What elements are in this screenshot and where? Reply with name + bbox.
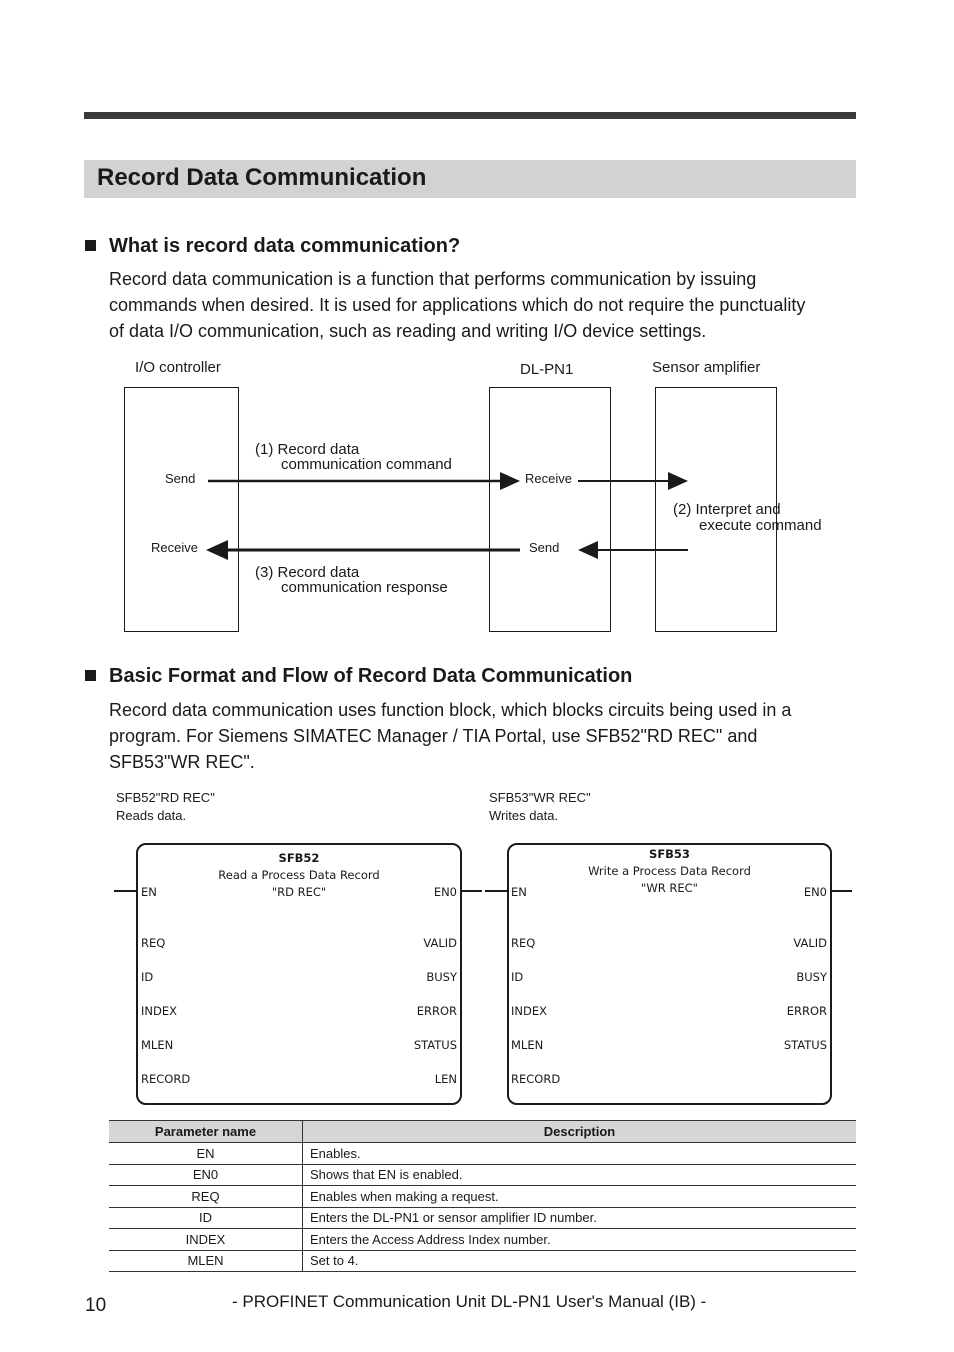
controller-receive-label: Receive: [151, 540, 198, 555]
table-row: [109, 1186, 856, 1208]
pin-en: EN: [141, 885, 157, 899]
dlpn1-label: DL-PN1: [520, 361, 574, 378]
step2-label-line1: (2) Interpret and: [673, 501, 781, 518]
table-header-row: [109, 1121, 856, 1143]
pin-error: ERROR: [416, 1004, 457, 1018]
step1-label-line1: (1) Record data: [255, 441, 360, 458]
dlpn1-box: [490, 388, 611, 632]
sensor-amplifier-label: Sensor amplifier: [652, 359, 761, 376]
pin-status: STATUS: [413, 1038, 457, 1052]
step1-label-line2: communication command: [281, 456, 452, 473]
parameter-cell: REQ: [109, 1186, 303, 1208]
io-controller-box: [125, 388, 239, 632]
parameter-cell: ID: [109, 1207, 303, 1229]
dlpn1-send-label: Send: [529, 540, 560, 555]
sfb52-caption-desc: Reads data.: [116, 808, 187, 823]
section-heading-basic-format: Basic Format and Flow of Record Data Communication: [109, 665, 633, 687]
pin-busy: BUSY: [796, 970, 827, 984]
pin-en: EN: [511, 885, 527, 899]
pin-en0: EN0: [803, 885, 827, 899]
table-row: [109, 1207, 856, 1229]
pin-mlen: MLEN: [511, 1038, 544, 1052]
pin-len: LEN: [434, 1072, 457, 1086]
step3-label-line1: (3) Record data: [255, 564, 360, 581]
pin-id: ID: [141, 970, 154, 984]
pin-req: REQ: [141, 936, 166, 950]
description-cell: Enters the DL-PN1 or sensor amplifier ID number.: [303, 1207, 857, 1229]
en0-output-stub: [460, 890, 482, 892]
section-heading-what-is: What is record data communication?: [109, 235, 461, 257]
forward-arrow-head: [668, 472, 688, 490]
parameter-table: [109, 1120, 856, 1272]
en0-output-stub: [830, 890, 852, 892]
table-row: [109, 1143, 856, 1165]
sfb52-caption: SFB52"RD REC": [116, 790, 215, 805]
description-cell: Enables when making a request.: [303, 1186, 857, 1208]
paragraph-line: Record data communication uses function block, which blocks circuits being used in a: [109, 700, 792, 720]
pin-record: RECORD: [511, 1072, 561, 1086]
response-arrow-head: [206, 540, 228, 560]
step3-label-line2: communication response: [281, 579, 448, 596]
description-cell: Enters the Access Address Index number.: [303, 1229, 857, 1251]
description-cell: Enables.: [303, 1143, 857, 1165]
pin-valid: VALID: [793, 936, 827, 950]
parameter-cell: EN0: [109, 1164, 303, 1186]
pin-busy: BUSY: [426, 970, 457, 984]
sfb53-caption: SFB53"WR REC": [489, 790, 591, 805]
controller-send-label: Send: [165, 471, 196, 486]
bullet-square-icon: [85, 670, 96, 681]
return-arrow-head: [578, 541, 598, 559]
sfb53-desc: Write a Process Data Record: [588, 864, 751, 878]
pin-req: REQ: [511, 936, 536, 950]
table-row: [109, 1164, 856, 1186]
parameter-cell: INDEX: [109, 1229, 303, 1251]
pin-error: ERROR: [786, 1004, 827, 1018]
sfb52-function-block: [136, 843, 462, 1105]
pin-index: INDEX: [141, 1004, 177, 1018]
page-title: Record Data Communication: [97, 164, 427, 191]
description-cell: Shows that EN is enabled.: [303, 1164, 857, 1186]
communication-diagram: [0, 0, 954, 660]
table-row: [109, 1229, 856, 1251]
footer-title: - PROFINET Communication Unit DL-PN1 User's Manual (IB) -: [232, 1292, 707, 1311]
paragraph-line: SFB53"WR REC".: [109, 752, 255, 772]
pin-record: RECORD: [141, 1072, 191, 1086]
sfb53-alias: "WR REC": [641, 881, 698, 895]
dlpn1-receive-label: Receive: [525, 471, 572, 486]
en-input-stub: [114, 890, 136, 892]
paragraph-line: Record data communication is a function that performs communication by issuing: [109, 269, 757, 289]
paragraph-line: commands when desired. It is used for applications which do not require the punctuality: [109, 295, 806, 315]
pin-mlen: MLEN: [141, 1038, 174, 1052]
en-input-stub: [485, 890, 507, 892]
column-header-parameter: Parameter name: [109, 1121, 303, 1143]
sfb53-caption-desc: Writes data.: [489, 808, 559, 823]
sfb52-alias: "RD REC": [271, 885, 327, 899]
pin-status: STATUS: [783, 1038, 827, 1052]
description-cell: Set to 4.: [303, 1250, 857, 1272]
paragraph-line: program. For Siemens SIMATEC Manager / TIA Portal, use SFB52"RD REC" and: [109, 726, 758, 746]
pin-index: INDEX: [511, 1004, 547, 1018]
pin-en0: EN0: [433, 885, 457, 899]
paragraph-line: of data I/O communication, such as reading and writing I/O device settings.: [109, 321, 707, 341]
io-controller-label: I/O controller: [135, 359, 221, 376]
table-row: [109, 1250, 856, 1272]
diagram-graphics: [0, 0, 954, 660]
section2-paragraph: [109, 697, 859, 775]
sfb53-function-block: [507, 843, 832, 1105]
page-number: 10: [85, 1295, 107, 1316]
parameter-cell: MLEN: [109, 1250, 303, 1272]
parameter-cell: EN: [109, 1143, 303, 1165]
sfb53-name: SFB53: [649, 847, 690, 861]
sfb52-desc: Read a Process Data Record: [218, 868, 380, 882]
column-header-description: Description: [303, 1121, 857, 1143]
pin-valid: VALID: [423, 936, 457, 950]
sfb52-name: SFB52: [278, 851, 320, 865]
step2-label-line2: execute command: [699, 517, 822, 534]
pin-id: ID: [511, 970, 524, 984]
command-arrow-head: [500, 472, 520, 490]
